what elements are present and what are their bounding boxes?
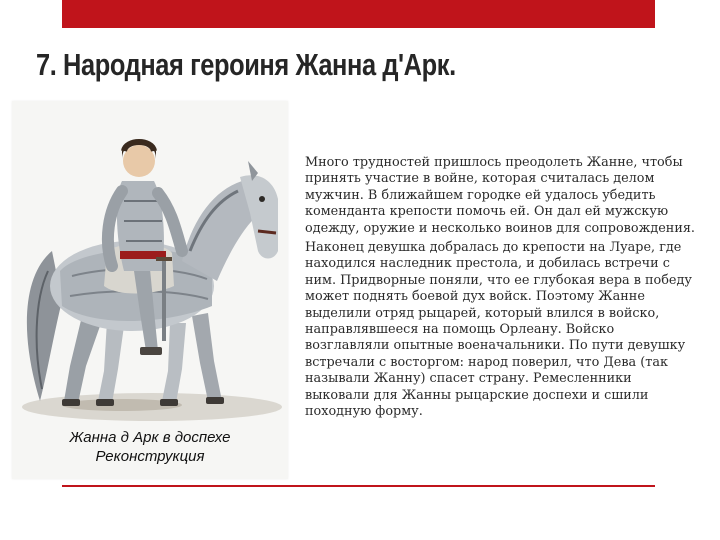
- bottom-accent-line: [62, 485, 655, 487]
- illustration-caption: [12, 428, 288, 466]
- caption-line-2: Реконструкция: [95, 448, 205, 465]
- paragraph-1: Много трудностей пришлось преодолеть Жанне, чтобы принять участие в войне, которая считалась делом мужчин. В ближайшем городке ей удалось убедить коменданта крепости помочь ей. Он дал ей мужскую одежду, оружие и несколько воинов для сопровождения.: [305, 155, 695, 236]
- top-accent-bar: [62, 0, 655, 28]
- body-text: [305, 155, 700, 424]
- knight-on-horse-illustration: [12, 101, 288, 479]
- paragraph-2: Наконец девушка добралась до крепости на Луаре, где находился наследник престола, и добилась встречи с ним. Придворные поняли, что ее глубокая вера в победу может поднять боевой дух войск. Поэтому Жанне выделили отряд рыцарей, который влился в войско, направлявшееся на помощь Орлеану. Войско возглавляли опытные военачальники. По пути девушку встречали с восторгом: народ поверил, что Дева (так называли Жанну) спасет страну. Ремесленники выковали для Жанны рыцарские доспехи и сшили походную форму.: [305, 240, 692, 420]
- illustration-panel: [12, 101, 288, 479]
- slide-title: 7. Народная героиня Жанна д'Арк.: [36, 47, 456, 82]
- caption-line-1: Жанна д Арк в доспехе: [69, 429, 231, 446]
